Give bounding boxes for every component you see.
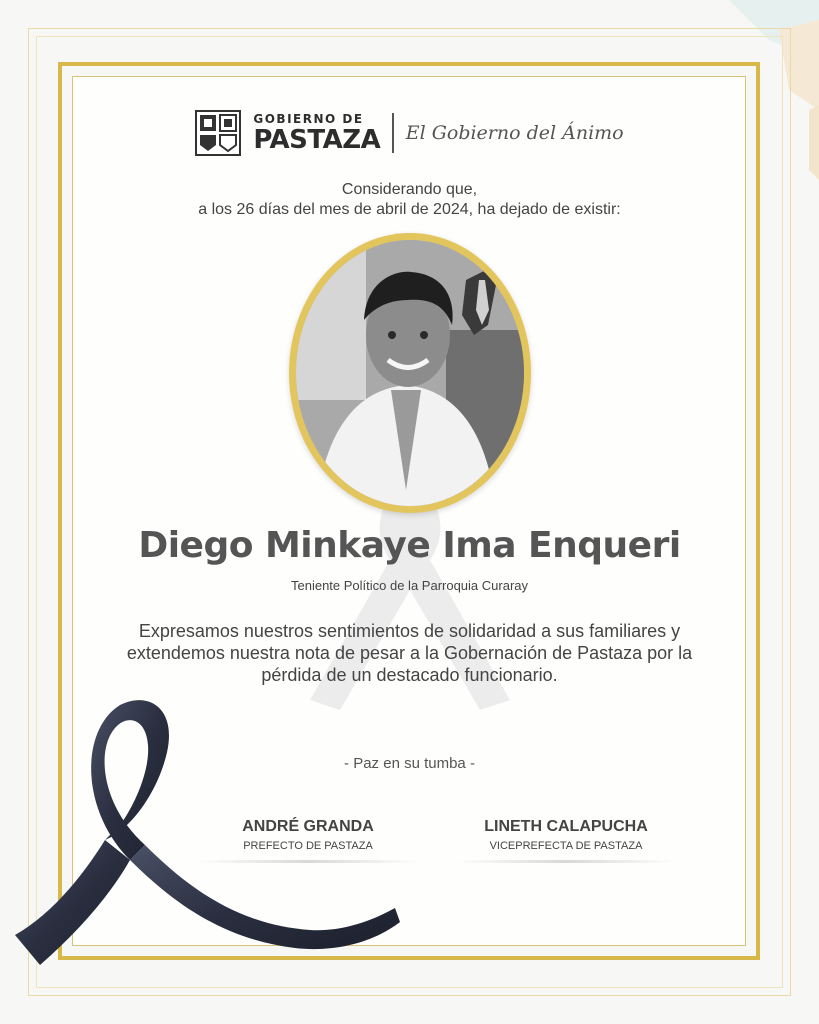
condolence-message: Expresamos nuestros sentimientos de solidaridad a sus familiares y extendemos nuestra nota de pesar a la Gobernación de Pastaza por la pérdida de un destacado funcionario. bbox=[126, 621, 693, 685]
header-logo bbox=[0, 110, 819, 156]
portrait-photo bbox=[296, 240, 524, 506]
portrait-illustration bbox=[296, 240, 524, 506]
deceased-role: Teniente Político de la Parroquia Curaray bbox=[290, 578, 529, 593]
deceased-name: Diego Minkaye Ima Enqueri bbox=[138, 525, 681, 566]
signature-vice-prefect bbox=[446, 818, 686, 863]
signature-name: LINETH CALAPUCHA bbox=[484, 818, 648, 835]
signature-title: VICEPREFECTA DE PASTAZA bbox=[489, 840, 643, 852]
intro-line-2: a los 26 días del mes de abril de 2024, ha dejado de existir: bbox=[198, 201, 621, 218]
intro-line-1: Considerando que, bbox=[341, 181, 478, 198]
slogan: El Gobierno del Ánimo bbox=[405, 122, 624, 144]
closing-phrase: - Paz en su tumba - bbox=[344, 755, 475, 772]
logo-divider bbox=[392, 113, 394, 153]
pastaza-shield-icon bbox=[195, 110, 241, 156]
signature-underline bbox=[456, 860, 676, 863]
mourning-ribbon bbox=[10, 690, 410, 990]
signature-title: PREFECTO DE PASTAZA bbox=[243, 840, 373, 852]
logo-big-text: PASTAZA bbox=[253, 125, 381, 155]
signature-name: ANDRÉ GRANDA bbox=[242, 818, 374, 835]
logo-small-text: GOBIERNO DE bbox=[253, 112, 364, 126]
